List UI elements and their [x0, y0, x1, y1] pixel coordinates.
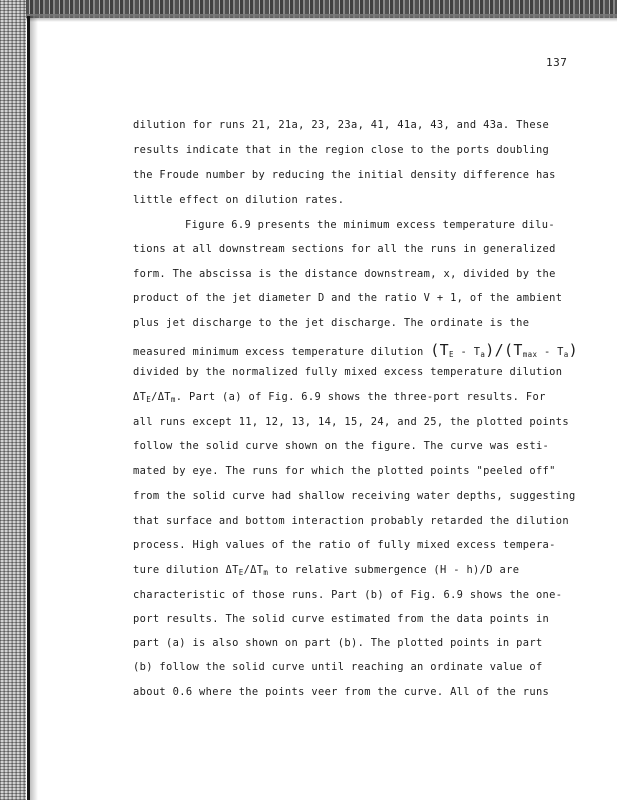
dilution-ratio-formula	[430, 341, 579, 359]
text-line	[133, 564, 519, 579]
scan-left-edge	[0, 0, 26, 800]
formula-part: )/(T	[485, 341, 523, 359]
formula-subscript: a	[480, 350, 486, 359]
text-line: (b) follow the solid curve until reaching an ordinate value of	[133, 661, 543, 673]
text-line: divided by the normalized fully mixed excess temperature dilution	[133, 366, 563, 378]
text-line: part (a) is also shown on part (b). The plotted points in part	[133, 637, 543, 649]
text-segment: ture dilution	[133, 564, 219, 576]
text-line: mated by eye. The runs for which the plotted points "peeled off"	[133, 465, 556, 477]
delta-t-ratio: $\Delta T_E/\Delta T_m$	[133, 391, 176, 404]
text-line: little effect on dilution rates.	[133, 194, 345, 206]
text-line: results indicate that in the region close to the ports doubling	[133, 144, 550, 156]
formula-part: - T	[537, 346, 564, 358]
text-line: port results. The solid curve estimated from the data points in	[133, 613, 550, 625]
text-line: the Froude number by reducing the initial density difference has	[133, 169, 556, 181]
text-line: follow the solid curve shown on the figure. The curve was esti-	[133, 440, 550, 452]
text-line: all runs except 11, 12, 13, 14, 15, 24, and 25, the plotted points	[133, 416, 569, 428]
formula-part: )	[568, 341, 579, 359]
text-line: characteristic of those runs. Part (b) of Fig. 6.9 shows the one-	[133, 589, 563, 601]
formula-subscript: E	[449, 350, 454, 359]
text-segment: . Part (a) of Fig. 6.9 shows the three-port results. For	[175, 391, 546, 403]
page-number: 137	[546, 56, 568, 69]
formula-part: (T	[430, 341, 450, 359]
formula-subscript: max	[522, 350, 538, 359]
delta-t-ratio: $\Delta T_E/\Delta T_m$	[225, 564, 269, 577]
text-line: from the solid curve had shallow receiving water depths, suggesting	[133, 490, 576, 502]
text-line: about 0.6 where the points veer from the curve. All of the runs	[133, 686, 550, 698]
text-line: product of the jet diameter D and the ratio V + 1, of the ambient	[133, 292, 563, 304]
text-line: process. High values of the ratio of fully mixed excess tempera-	[133, 539, 556, 551]
text-segment: to relative submergence (H - h)/D are	[274, 564, 520, 576]
formula-subscript: a	[563, 350, 569, 359]
text-line: dilution for runs 21, 21a, 23, 23a, 41, 41a, 43, and 43a. These	[133, 119, 550, 131]
text-line	[133, 391, 546, 406]
text-line: plus jet discharge to the jet discharge. The ordinate is the	[133, 317, 530, 329]
text-line	[133, 341, 579, 361]
text-segment: measured minimum excess temperature dilution	[133, 346, 424, 358]
page-binding-shadow	[30, 16, 38, 800]
text-line: form. The abscissa is the distance downstream, x, divided by the	[133, 268, 556, 280]
scan-top-shadow	[0, 14, 617, 22]
text-line: Figure 6.9 presents the minimum excess temperature dilu-	[185, 219, 555, 231]
text-line: that surface and bottom interaction probably retarded the dilution	[133, 515, 569, 527]
text-line: tions at all downstream sections for all the runs in generalized	[133, 243, 556, 255]
formula-part: - T	[453, 346, 481, 358]
